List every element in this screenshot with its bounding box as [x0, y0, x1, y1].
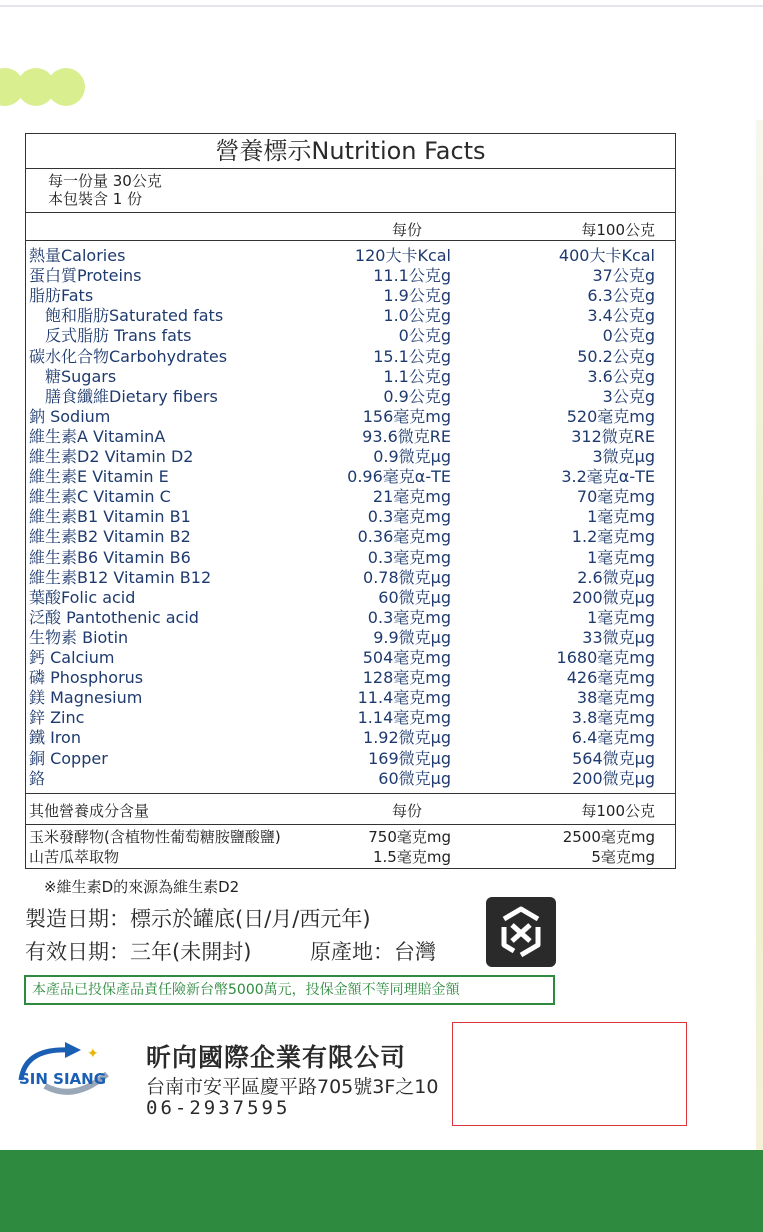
- per-serving-value: 0公克g: [398, 326, 451, 346]
- per-100g-value: 200微克μg: [572, 587, 655, 607]
- nutrient-name: 反式脂肪 Trans fats: [45, 326, 192, 346]
- recycle-icon: [486, 897, 556, 967]
- company-logo-icon: [15, 1040, 139, 1100]
- per-100g-value: 3.6公克g: [587, 366, 655, 386]
- per-100g-value: 6.3公克g: [587, 286, 655, 306]
- nutrient-name: 泛酸 Pantothenic acid: [29, 607, 199, 627]
- per-100g-value: 1毫克mg: [587, 607, 655, 627]
- nutrient-row: [26, 648, 675, 668]
- nutrition-title: 營養標示Nutrition Facts: [26, 134, 675, 169]
- decor-dot: [47, 68, 85, 106]
- per-serving-value: 156毫克mg: [362, 406, 451, 426]
- other-row: [26, 847, 675, 867]
- per-serving-value: 120大卡Kcal: [354, 246, 451, 265]
- nutrient-row: [26, 326, 675, 346]
- date-stamp-box: [452, 1022, 687, 1126]
- nutrient-name: 鈣 Calcium: [29, 648, 115, 667]
- per-serving-value: 60微克μg: [378, 587, 451, 607]
- per-100g-value: 70毫克mg: [576, 487, 655, 507]
- per-100g-value: 520毫克mg: [566, 406, 655, 426]
- package-edge: [756, 120, 763, 1150]
- nutrient-name: 脂肪Fats: [29, 286, 94, 306]
- nutrient-row: [26, 728, 675, 748]
- nutrient-name: 維生素B6 Vitamin B6: [29, 547, 191, 567]
- nutrient-row: [26, 447, 675, 467]
- per-100g-value: 6.4毫克mg: [571, 728, 655, 748]
- nutrient-name: 蛋白質Proteins: [29, 266, 142, 286]
- nutrient-name: 玉米發酵物(含植物性葡萄糖胺鹽酸鹽): [29, 828, 281, 846]
- origin: 原產地：台灣: [310, 940, 436, 964]
- company-name: 昕向國際企業有限公司: [146, 1043, 407, 1072]
- top-divider: [0, 5, 763, 7]
- nutrient-name: 鐵 Iron: [29, 728, 81, 748]
- per-serving-value: 169微克μg: [368, 748, 451, 768]
- per-serving-value: 0.3毫克mg: [367, 607, 451, 627]
- nutrient-name: 飽和脂肪Saturated fats: [45, 306, 224, 326]
- per-serving-value: 504毫克mg: [362, 648, 451, 667]
- nutrient-row: [26, 487, 675, 507]
- per-serving-value: 60微克μg: [378, 768, 451, 788]
- logo-text: SIN SIANG: [19, 1070, 107, 1088]
- nutrient-name: 膳食纖維Dietary fibers: [45, 386, 218, 406]
- nutrient-name: 維生素C Vitamin C: [29, 487, 171, 507]
- per-serving-value: 1.92微克μg: [363, 728, 451, 748]
- nutrient-row: [26, 427, 675, 447]
- per-serving-value: 0.36毫克mg: [357, 527, 451, 547]
- vitamin-d-note: ※維生素D的來源為維生素D2: [44, 878, 240, 896]
- other-col-per-100g: 每100公克: [581, 802, 655, 820]
- nutrient-row: [26, 749, 675, 769]
- nutrient-name: 糖Sugars: [45, 366, 117, 386]
- servings-per-package: 本包裝含 1 份: [48, 190, 143, 208]
- per-serving-value: 1.0公克g: [383, 306, 451, 326]
- per-serving-value: 1.5毫克mg: [373, 848, 451, 866]
- nutrient-row: [26, 668, 675, 688]
- nutrition-facts-table: [25, 133, 676, 869]
- other-header: 其他營養成分含量: [29, 802, 150, 820]
- per-serving-value: 0.78微克μg: [363, 567, 451, 587]
- nutrient-name: 生物素 Biotin: [29, 627, 129, 647]
- nutrient-name: 鎂 Magnesium: [29, 688, 143, 708]
- nutrient-row: [26, 306, 675, 326]
- nutrient-name: 銅 Copper: [29, 748, 108, 768]
- manufacture-date: 製造日期：標示於罐底(日/月/西元年): [25, 907, 371, 931]
- per-100g-value: 38毫克mg: [576, 688, 655, 708]
- nutrient-name: 維生素B1 Vitamin B1: [29, 507, 191, 527]
- per-serving-value: 11.1公克g: [373, 266, 451, 286]
- per-100g-value: 37公克g: [592, 266, 655, 286]
- per-100g-value: 0公克g: [602, 326, 655, 346]
- nutrient-row: [26, 688, 675, 708]
- nutrient-name: 維生素E Vitamin E: [29, 467, 169, 487]
- nutrient-row: [26, 347, 675, 367]
- per-100g-value: 5毫克mg: [591, 848, 655, 866]
- per-100g-value: 200微克μg: [572, 768, 655, 788]
- expiry-date: 有效日期：三年(未開封): [25, 940, 252, 964]
- nutrient-row: [26, 588, 675, 608]
- nutrient-name: 維生素B12 Vitamin B12: [29, 567, 212, 587]
- per-serving-value: 21毫克mg: [372, 487, 451, 507]
- nutrient-row: [26, 367, 675, 387]
- nutrient-row: [26, 286, 675, 306]
- per-100g-value: 3微克μg: [592, 447, 655, 466]
- per-100g-value: 1.2毫克mg: [571, 527, 655, 547]
- other-row: [26, 827, 675, 847]
- per-100g-value: 3.2毫克α-TE: [561, 467, 655, 487]
- per-100g-value: 3.8毫克mg: [571, 708, 655, 728]
- per-100g-value: 2500毫克mg: [562, 828, 655, 846]
- per-serving-value: 9.9微克μg: [373, 627, 451, 647]
- nutrient-row: [26, 387, 675, 407]
- per-100g-value: 3公克g: [602, 386, 655, 406]
- per-serving-value: 1.1公克g: [383, 366, 451, 386]
- divider: [26, 824, 675, 825]
- nutrient-name: 葉酸Folic acid: [29, 587, 136, 607]
- insurance-notice: 本產品已投保產品責任險新台幣5000萬元，投保金額不等同理賠金額: [24, 975, 555, 1005]
- per-100g-value: 312微克RE: [571, 426, 655, 446]
- per-serving-value: 11.4毫克mg: [357, 688, 451, 708]
- green-footer-band: [0, 1150, 763, 1232]
- col-per-100g: 每100公克: [581, 221, 655, 239]
- nutrient-row: [26, 568, 675, 588]
- per-serving-value: 0.96毫克α-TE: [347, 467, 451, 487]
- nutrient-row: [26, 266, 675, 286]
- nutrient-row: [26, 769, 675, 789]
- per-serving-value: 0.9公克g: [383, 386, 451, 406]
- per-serving-value: 1.9公克g: [383, 286, 451, 306]
- company-address: 台南市安平區慶平路705號3F之10: [146, 1076, 439, 1098]
- nutrient-row: [26, 527, 675, 547]
- per-100g-value: 33微克μg: [582, 627, 655, 647]
- nutrient-name: 鈉 Sodium: [29, 406, 111, 426]
- nutrient-row: [26, 548, 675, 568]
- per-serving-value: 0.3毫克mg: [367, 547, 451, 567]
- nutrient-row: [26, 708, 675, 728]
- nutrient-name: 維生素D2 Vitamin D2: [29, 447, 194, 466]
- nutrient-name: 維生素B2 Vitamin B2: [29, 527, 191, 547]
- serving-info: [48, 172, 162, 208]
- per-serving-value: 128毫克mg: [362, 668, 451, 688]
- nutrient-row: [26, 467, 675, 487]
- per-100g-value: 564微克μg: [572, 748, 655, 768]
- per-serving-value: 0.3毫克mg: [367, 507, 451, 527]
- per-serving-value: 0.9微克μg: [373, 447, 451, 466]
- nutrient-row: [26, 246, 675, 266]
- divider: [26, 793, 675, 794]
- nutrient-name: 鋅 Zinc: [29, 708, 85, 728]
- nutrient-name: 熱量Calories: [29, 246, 126, 265]
- nutrient-name: 磷 Phosphorus: [29, 668, 144, 688]
- per-100g-value: 1毫克mg: [587, 547, 655, 567]
- per-100g-value: 400大卡Kcal: [558, 246, 655, 265]
- per-100g-value: 2.6微克μg: [577, 567, 655, 587]
- divider: [26, 212, 675, 213]
- nutrient-name: 山苦瓜萃取物: [29, 848, 120, 866]
- serving-size: 每一份量 30公克: [48, 172, 162, 190]
- nutrient-name: 維生素A VitaminA: [29, 426, 166, 446]
- nutrient-row: [26, 507, 675, 527]
- per-serving-value: 15.1公克g: [373, 346, 451, 366]
- col-per-serving: 每份: [392, 221, 423, 239]
- nutrient-name: 碳水化合物Carbohydrates: [29, 346, 228, 366]
- top-background: [0, 0, 763, 120]
- per-100g-value: 426毫克mg: [566, 668, 655, 688]
- per-100g-value: 50.2公克g: [577, 346, 655, 366]
- svg-text:✦: ✦: [87, 1046, 99, 1062]
- nutrient-row: [26, 628, 675, 648]
- per-100g-value: 1680毫克mg: [556, 648, 655, 667]
- nutrient-name: 鉻: [29, 768, 46, 788]
- per-100g-value: 3.4公克g: [587, 306, 655, 326]
- per-100g-value: 1毫克mg: [587, 507, 655, 527]
- nutrient-row: [26, 407, 675, 427]
- divider: [26, 240, 675, 241]
- per-serving-value: 750毫克mg: [368, 828, 451, 846]
- company-phone: 06-2937595: [146, 1097, 291, 1119]
- per-serving-value: 1.14毫克mg: [357, 708, 451, 728]
- per-serving-value: 93.6微克RE: [362, 426, 451, 446]
- other-col-per-serving: 每份: [392, 802, 423, 820]
- nutrient-row: [26, 608, 675, 628]
